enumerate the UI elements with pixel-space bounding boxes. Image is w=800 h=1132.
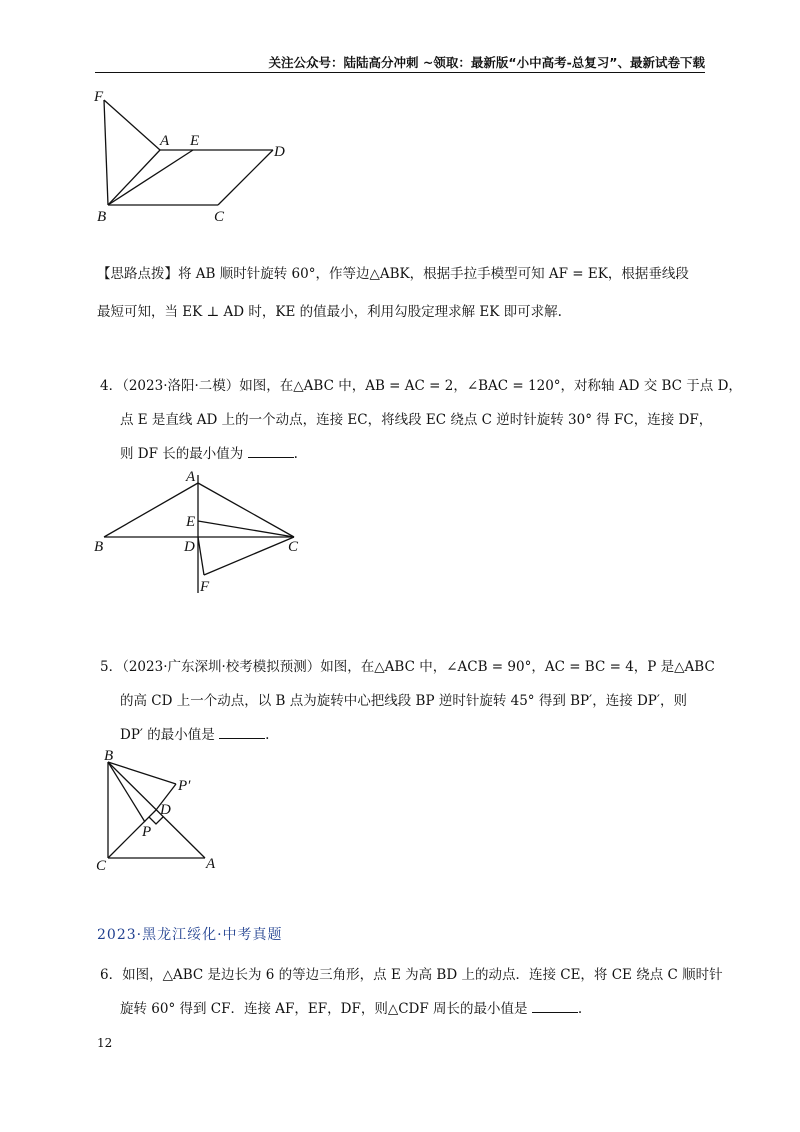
figure-3-geometry [90,748,240,878]
fig2-label-B: B [94,539,104,555]
figure-2-geometry [90,465,320,595]
q4-answer-blank[interactable] [248,443,294,458]
fig3-label-Pprime: P′ [178,778,191,794]
hint-line-1: 【思路点拨】将 AB 顺时针旋转 60°，作等边△ABK，根据手拉手模型可知 AF = EK，根据垂线段 [97,266,689,282]
fig1-label-B: B [97,209,107,225]
q6-line-2-end: . [577,1001,583,1017]
fig2-label-F: F [200,579,210,595]
fig2-label-A: A [186,469,196,485]
fig3-label-A: A [206,856,216,872]
q5-line-3 [120,723,269,743]
header-rule [95,72,705,73]
fig2-label-E: E [186,514,196,530]
fig1-label-C: C [214,209,225,225]
q5-line-2: 的高 CD 上一个动点，以 B 点为旋转中心把线段 BP 逆时针旋转 45° 得到 BP′，连接 DP′，则 [120,693,687,709]
q6-line-1: 6．如图，△ABC 是边长为 6 的等边三角形，点 E 为高 BD 上的动点．连接 CE，将 CE 绕点 C 顺时针 [100,967,723,983]
fig3-label-C: C [96,858,107,874]
page-header: 关注公众号：陆陆高分冲刺 ~领取：最新版“小中高考-总复习”、最新试卷下载 [268,55,705,70]
q6-line-2 [120,997,582,1017]
fig3-label-D: D [160,802,171,818]
seg-BE [108,150,193,205]
section-title: 2023·黑龙江绥化·中考真题 [97,927,283,943]
seg-FC [204,537,294,575]
seg-AB [104,483,198,537]
q4-line-2: 点 E 是直线 AD 上的一个动点，连接 EC，将线段 EC 绕点 C 逆时针旋转 30° 得 FC，连接 DF， [120,412,713,428]
q6-answer-blank[interactable] [532,998,578,1013]
q5-answer-blank[interactable] [219,724,265,739]
fig2-label-C: C [288,539,299,555]
seg-BP [108,762,145,822]
q6-line-2-text: 旋转 60° 得到 CF．连接 AF，EF，DF，则△CDF 周长的最小值是 [120,1001,528,1017]
fig3-label-B: B [104,748,114,764]
seg-DF [198,537,204,575]
fig1-label-F: F [94,89,104,105]
q5-line-3-text: DP′ 的最小值是 [120,727,215,743]
seg-FB [104,100,108,205]
figure-1-geometry [90,85,310,225]
seg-FA [104,100,160,150]
fig1-label-E: E [190,133,200,149]
fig3-label-P: P [142,824,152,840]
fig1-label-A: A [160,133,170,149]
q5-line-3-end: . [265,727,270,743]
q5-line-1: 5．（2023·广东深圳·校考模拟预测）如图，在△ABC 中，∠ACB = 90°，AC = BC = 4，P 是△ABC [100,659,715,675]
fig2-label-D: D [184,539,195,555]
q4-line-3 [120,442,298,462]
hint-line-2: 最短可知，当 EK ⊥ AD 时，KE 的值最小，利用勾股定理求解 EK 即可求解. [97,304,562,320]
q4-line-3-end: . [293,446,298,462]
seg-AB [108,150,160,205]
q4-line-1: 4．（2023·洛阳·二模）如图，在△ABC 中，AB = AC = 2，∠BAC = 120°，对称轴 AD 交 BC 于点 D， [100,378,742,394]
fig1-label-D: D [274,144,285,160]
page-number: 12 [97,1036,113,1050]
seg-CD [218,150,273,205]
q4-line-3-text: 则 DF 长的最小值为 [120,446,244,462]
right-angle-mark [149,817,163,824]
